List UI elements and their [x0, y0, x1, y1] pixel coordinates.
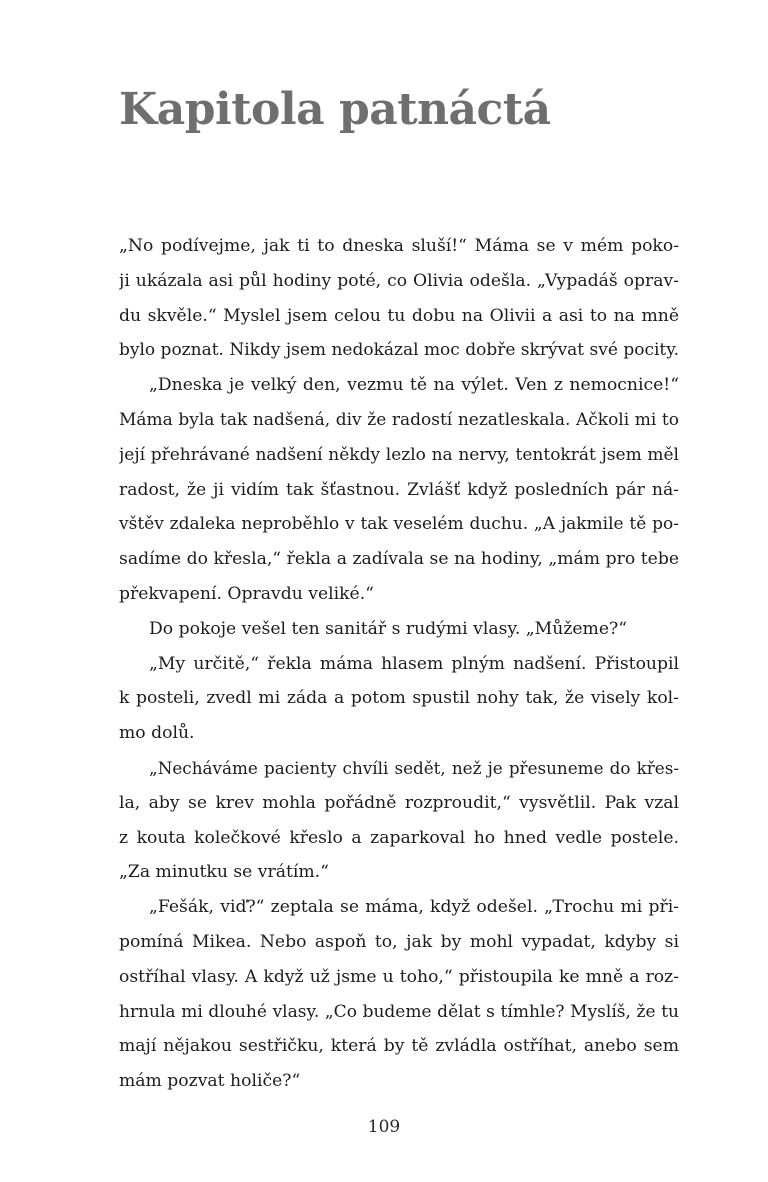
text-line: mo dolů.	[119, 723, 195, 744]
text-line: du skvěle.“ Myslel jsem celou tu dobu na Olivii a asi to na mně	[119, 305, 679, 326]
text-line: vštěv zdaleka neproběhlo v tak veselém duchu. „A jakmile tě po-	[119, 514, 679, 535]
chapter-title: Kapitola patnáctá	[119, 84, 551, 135]
text-line: „No podívejme, jak ti to dneska sluší!“ Máma se v mém poko-	[119, 236, 679, 256]
text-line: k posteli, zvedl mi záda a potom spustil nohy tak, že visely kol-	[119, 688, 679, 709]
text-line: „My určitě,“ řekla máma hlasem plným nadšení. Přistoupil	[149, 653, 679, 674]
text-line: radost, že ji vidím tak šťastnou. Zvlášť když posledních pár ná-	[119, 479, 679, 500]
text-line: „Necháváme pacienty chvíli sedět, než je přesuneme do křes-	[149, 757, 679, 778]
text-line: ostříhal vlasy. A když už jsme u toho,“ přistoupila ke mně a roz-	[119, 966, 679, 987]
text-line: mám pozvat holiče?“	[119, 1071, 301, 1092]
text-line: sadíme do křesla,“ řekla a zadívala se na hodiny, „mám pro tebe	[119, 549, 679, 570]
text-line: la, aby se krev mohla pořádně rozproudit,“ vysvětlil. Pak vzal	[119, 792, 679, 813]
text-line: „Za minutku se vrátím.“	[119, 862, 329, 883]
body-text	[119, 229, 679, 1099]
text-line: bylo poznat. Nikdy jsem nedokázal moc dobře skrývat své pocity.	[119, 340, 679, 361]
text-line: ji ukázala asi půl hodiny poté, co Olivia odešla. „Vypadáš oprav-	[119, 270, 679, 291]
text-line: „Fešák, viď?“ zeptala se máma, když odešel. „Trochu mi při-	[149, 897, 679, 918]
text-line: „Dneska je velký den, vezmu tě na výlet. Ven z nemocnice!“	[149, 375, 679, 396]
text-line: pomíná Mikea. Nebo aspoň to, jak by mohl vypadat, kdyby si	[119, 931, 679, 952]
page-number: 109	[367, 1117, 401, 1137]
text-line: mají nějakou sestřičku, která by tě zvládla ostříhat, anebo sem	[119, 1036, 679, 1057]
text-line: Do pokoje vešel ten sanitář s rudými vlasy. „Můžeme?“	[149, 618, 628, 639]
text-line: její přehrávané nadšení někdy lezlo na nervy, tentokrát jsem měl	[119, 444, 679, 465]
text-line: Máma byla tak nadšená, div že radostí nezatleskala. Ačkoli mi to	[119, 409, 679, 430]
text-line: hrnula mi dlouhé vlasy. „Co budeme dělat s tímhle? Myslíš, že tu	[119, 1001, 679, 1022]
text-line: z kouta kolečkové křeslo a zaparkoval ho hned vedle postele.	[119, 827, 679, 848]
text-line: překvapení. Opravdu veliké.“	[119, 583, 374, 604]
